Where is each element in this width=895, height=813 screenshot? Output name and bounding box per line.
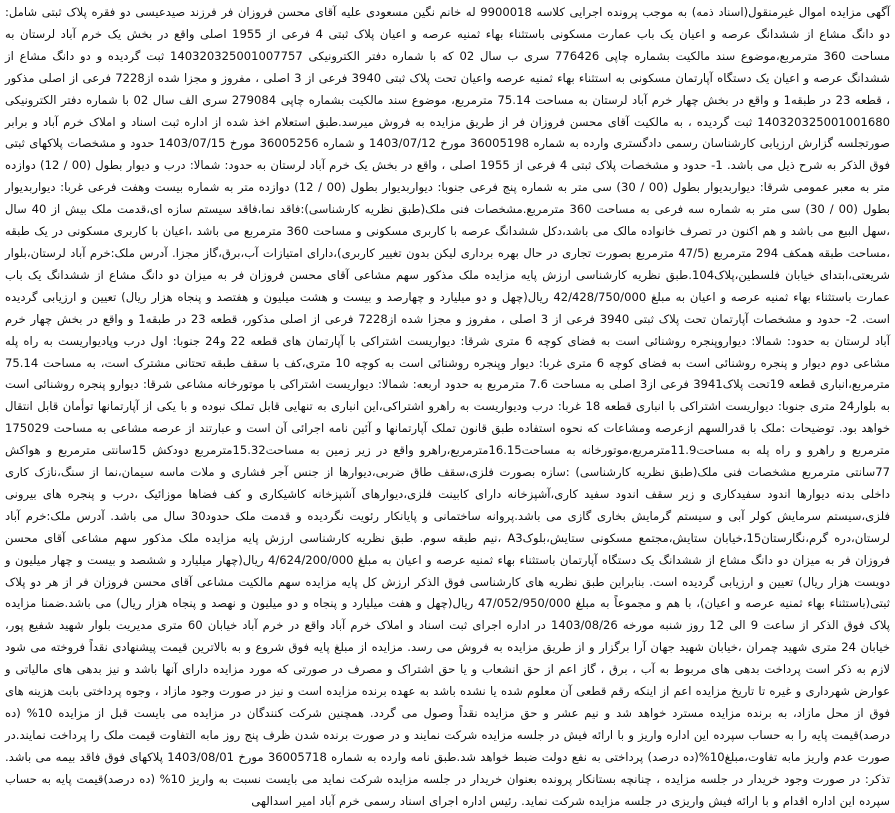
auction-notice-text: آگهی مزایده اموال غیرمنقول(اسناد ذمه) به موجب پرونده اجرایی کلاسه 9900018 له خانم نگین مسعودی علیه آقای محسن فروزان فر فرزند صیدعیسی دو فقره پلاک ثبتی شامل: دو دانگ مشاع از ششدانگ عرصه و اعیان یک باب عمارت مسکونی باستثناء بهاء ثمنیه عرصه و اعیان پلاک ثبتی 4 فرعی از 1955 اصلی واقع در بخش یک خرم آباد لرستان به مساحت 360 مترمربع،موضوع سند مالکیت بشماره چاپی 776426 سری ب سال 02 که با شماره دفتر الکترونیکی 140320325001007757 ثبت گردیده و دو دانگ مشاع از ششدانگ عرصه و اعیان یک دستگاه آپارتمان مسکونی به استثناء بهاء ثمنیه عرصه واعیان تحت پلاک ثبتی 3940 فرعی از 3 اصلی ، مفروز و مجزا شده از7228 فرعی از اصلی مذکور ، قطعه 23 در طبقه1 و واقع در بخش چهار خرم آباد لرستان به مساحت 75.14 مترمربع، موضوع سند مالکیت بشماره چاپی 279084 سری الف سال 02 با شماره دفتر الکترونیکی 140320325001001680 ثبت گردیده ، به مالکیت آقای محسن فروزان فر از طریق مزایده به فروش میرسد.طبق استعلام اخذ شده از اداره ثبت اسناد و املاک خرم آباد و برابر صورتجلسه گزارش ارزیابی کارشناسان رسمی دادگستری وارده به شماره 36005198 مورخ 1403/07/12 و شماره 36005256 مورخ 1403/07/15 حدود و مشخصات پلاکهای ثبتی فوق الذکر به شرح ذیل می باشد. 1- حدود و مشخصات پلاک ثبتی 4 فرعی از 1955 اصلی ، واقع در بخش یک خرم آباد لرستان به حدود: شمالا: درب و دیوار بطول (00 / 12) دوازده متر به معبر عمومی شرقا: دیواربدیوار بطول (00 / 30) سی متر به شماره پنج فرعی جنوبا: دیواربدیوار بطول (00 / 12) دوازده متر به شماره بیست وهفت فرعی غربا: دیواربدیوار بطول (00 / 30) سی متر به شماره سه فرعی به مساحت 360 مترمربع.مشخصات فنی ملک(طبق نظریه کارشناسی):فاقد نما،فاقد سیستم سازه ای،قدمت ملک بیش از 40 سال ،سهل البیع می باشد و هم اکنون در تصرف خانواده مالک می باشد،دکل ششدانگ عرصه با کاربری مسکونی و مساحت 360 مترمربع می باشد ،اعیان با کاربری مسکونی در یک طبقه ،مساحت طبقه همکف 294 مترمربع (47/5 مترمربع بصورت تجاری در حال بهره برداری لیکن بدون تغییر کاربری)،دارای امتیازات آب،برق،گاز مجزا. آدرس ملک:خرم آباد لرستان،بلوار شریعتی،ابتدای خیابان فلسطین،پلاک104.طبق نظریه کارشناسی ارزش پایه مزایده ملک مذکور سهم مشاعی آقای محسن فروزان فر به میزان دو دانگ مشاع از ششدانگ یک باب عمارت باستثناء بهاء ثمنیه عرصه و اعیان به مبلغ 42/428/750/000 ریال(چهل و دو میلیارد و چهارصد و بیست و هشت میلیون و هفتصد و پنجاه هزار ریال) تعیین و ارزیابی گردیده است. 2- حدود و مشخصات آپارتمان تحت پلاک ثبتی 3940 فرعی از 3 اصلی ، مفروز و مجزا شده از7228 فرعی از اصلی مذکور، قطعه 23 در طبقه1 و واقع در بخش چهار خرم آباد لرستان به حدود: شمالا: دیواروپنجره روشنائی است به فضای کوچه 6 متری شرقا: دیواریست اشتراکی با آپارتمان های قطعه 22 و24 جنوبا: اول درب وپادیواریست به راه پله مشاعی دوم دیوار و پنجره روشنائی است به فضای کوچه 6 متری غربا: دیوار وپنجره روشنائی است به کوچه 10 متری،کف با سقف طبقه تحتانی مشترک است، به مساحت 75.14 مترمربع،انباری قطعه 19تحت پلاک3941 فرعی از3 اصلی به مساحت 7.6 مترمربع به حدود اربعه: شمالا: دیواریست اشتراکی با موتورخانه مشاعی شرقا: دیوارو پنجره روشنائی است به بلوار24 متری جنوبا: دیواریست اشتراکی با انباری قطعه 18 غربا: درب ودیواریست به راهرو اشتراکی،این انباری به تنهایی قابل تملک نبوده و با یکی از آپارتمانها توأمان قابل انتقال خواهد بود. توضیحات :ملک با قدرالسهم ازعرصه ومشاعات که نحوه استفاده طبق قانون تملک آپارتمانها و آئین نامه اجرائی آن است و عبارتند از عرصه مشاعی به مساحت 175029 مترمربع و راهرو و راه پله به مساحت11.9مترمربع،موتورخانه به مساحت16.15مترمربع،راهرو واقع در زیر زمین به مساحت15.32مترمربع دودکش 15سانتی مترمربع و هواکش 77سانتی مترمربع مشخصات فنی ملک(طبق نظریه کارشناسی) :سازه بصورت فلزی،سقف طاق ضربی،دیوارها از جنس آجر فشاری و ملات ماسه سیمان،نما از سنگ،نازک کاری داخلی بدنه دیوارها اندود سفیدکاری و زیر سقف اندود سفید کاری،آشپزخانه دارای کابینت فلزی،دیوارهای آشپزخانه کاشیکاری و کف فضاها موزائیک ،درب و پنجره های بیرونی فلزی،سیستم سرمایش کولر آبی و سیستم گرمایش بخاری گازی می باشد.پروانه ساختمانی و پایانکار رئویت نگردیده و قدمت ملک حدود30 سال می باشد. آدرس ملک:خرم آباد لرستان،دره گرم،نگارستان15،خیابان ستایش،مجتمع مسکونی ستایش،بلوکA3 ،نیم طبقه سوم. طبق نظریه کارشناسی ارزش پایه مزایده ملک مذکور سهم مشاعی آقای محسن فروزان فر به میزان دو دانگ مشاع از ششدانگ یک دستگاه آپارتمان باستثناء بهاء ثمنیه عرصه و اعیان به مبلغ 4/624/200/000 ریال(چهار میلیارد و ششصد و بیست و چهار میلیون و دویست هزار ریال) تعیین و ارزیابی گردیده است. بنابراین طبق نظریه های کارشناسی فوق الذکر ارزش کل پایه مزایده سهم مالکیت مشاعی آقای محسن فروزان فر از هر دو پلاک ثبتی(باستثناء بهاء ثمنیه عرصه و اعیان)، با هم و مجموعاً به مبلغ 47/052/950/000 ریال(چهل و هفت میلیارد و پنجاه و دو میلیون و نهصد و پنجاه هزار ریال) می باشد.ضمنا مزایده پلاک فوق الذکر از ساعت 9 الی 12 روز شنبه مورخه 1403/08/26 در اداره اجرای ثبت اسناد و املاک خرم آباد واقع در خرم آباد خیابان 60 متری مدیریت بلوار شهید شفیع پور، خیابان 24 متری شهید چمران ،خیابان شهید جهان آرا برگزار و از طریق مزایده به فروش می رسد. مزایده از مبلغ پایه فوق شروع و به بالاترین قیمت پیشنهادی نقداً فروخته می شود لازم به ذکر است پرداخت بدهی های مربوط به آب ، برق ، گاز اعم از حق انشعاب و یا حق اشتراک و مصرف در صورتی که مورد مزایده دارای آنها باشد و نیز بدهی های مالیاتی و عوارض شهرداری و غیره تا تاریخ مزایده اعم از اینکه رقم قطعی آن معلوم شده یا نشده باشد به عهده برنده مزایده است و نیز در صورت وجود مازاد ، وجوه پرداختی بابت هزینه های فوق از محل مازاد، به برنده مزایده مسترد خواهد شد و نیم عشر و حق مزایده نقداً وصول می گردد. همچنین شرکت کنندگان در مزایده می بایست قبل از مزایده 10% (ده درصد)قیمت پایه را به حساب سپرده این اداره واریز و با ارائه فیش در جلسه مزایده شرکت نمایند و در صورت برنده شدن ظرف پنج روز مابه التفاوت قیمت ملک را پرداخت نمایند.در صورت عدم واریز مابه تفاوت،مبلغ10%(ده درصد) پرداختی به نفع دولت ضبط خواهد شد.طبق نامه وارده به شماره 36005718 مورخ 1403/08/01 پلاکهای فوق فاقد بیمه می باشد. تذکر: در صورت وجود خریدار در جلسه مزایده ، چنانچه بستانکار پرونده بعنوان خریدار در جلسه مزایده شرکت نماید می بایست نسبت به واریز 10% (ده درصد)قیمت پایه به حساب سپرده این اداره اقدام و با ارائه فیش واریزی در جلسه مزایده شرکت نماید. رئیس اداره اجرای اسناد رسمی خرم آباد امیر اسدالهی <box>5 5 891 808</box>
